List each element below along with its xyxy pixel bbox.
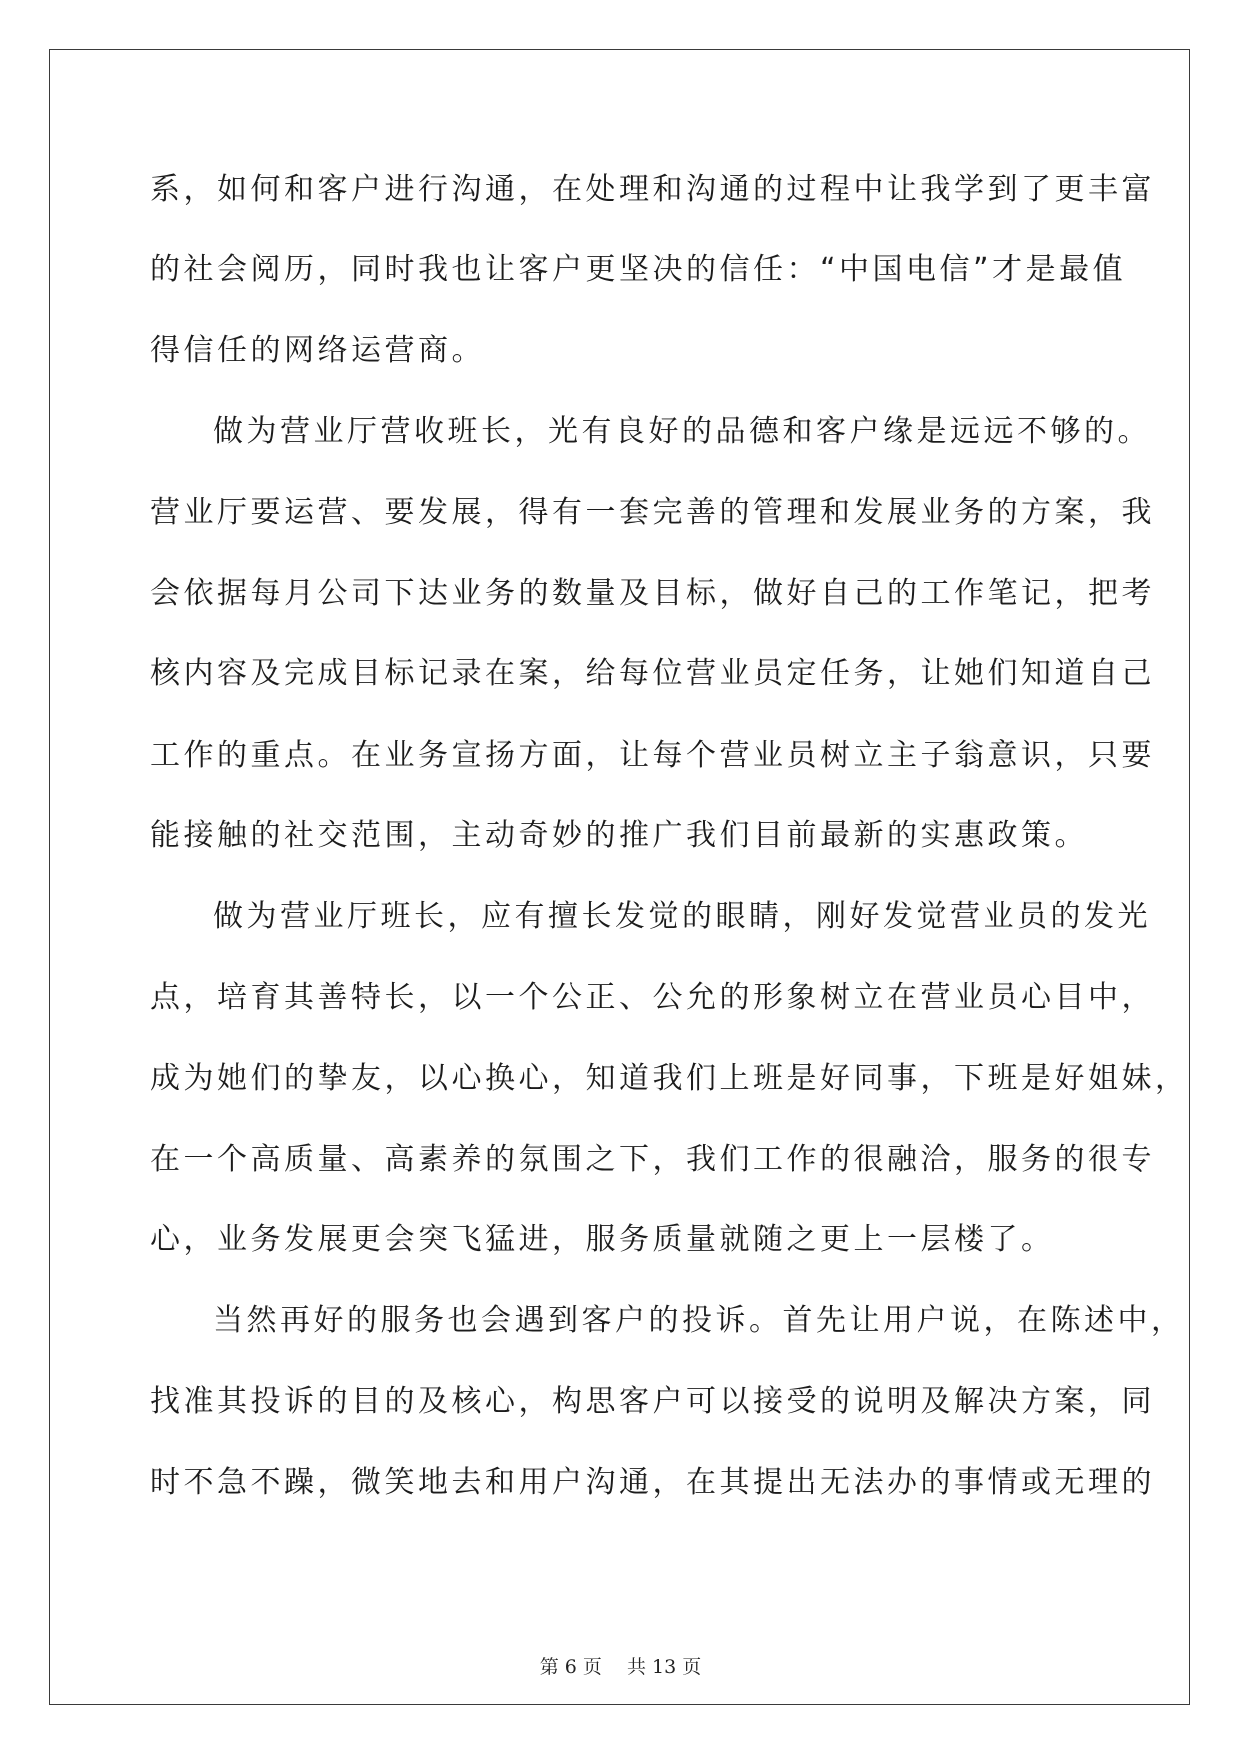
text-line: 心，业务发展更会突飞猛进，服务质量就随之更上一层楼了。 <box>150 1222 1055 1257</box>
text-line: 在一个高质量、高素养的氛围之下，我们工作的很融洽，服务的很专 <box>150 1142 1155 1177</box>
text-line: 营业厅要运营、要发展，得有一套完善的管理和发展业务的方案，我 <box>150 495 1155 530</box>
text-line: 核内容及完成目标记录在案，给每位营业员定任务，让她们知道自己 <box>150 656 1155 691</box>
text-line: 时不急不躁，微笑地去和用户沟通，在其提出无法办的事情或无理的 <box>150 1465 1155 1500</box>
text-line: 工作的重点。在业务宣扬方面，让每个营业员树立主子翁意识，只要 <box>150 738 1155 773</box>
text-line: 当然再好的服务也会遇到客户的投诉。首先让用户说，在陈述中， <box>213 1303 1185 1338</box>
text-line: 做为营业厅营收班长，光有良好的品德和客户缘是远远不够的。 <box>213 414 1151 449</box>
text-line: 点，培育其善特长，以一个公正、公允的形象树立在营业员心目中， <box>150 980 1155 1015</box>
text-line: 会依据每月公司下达业务的数量及目标，做好自己的工作笔记，把考 <box>150 576 1155 611</box>
text-line: 找准其投诉的目的及核心，构思客户可以接受的说明及解决方案，同 <box>150 1384 1155 1419</box>
text-line: 能接触的社交范围，主动奇妙的推广我们目前最新的实惠政策。 <box>150 818 1088 853</box>
text-line: 得信任的网络运营商。 <box>150 333 485 368</box>
text-line: 系，如何和客户进行沟通，在处理和沟通的过程中让我学到了更丰富 <box>150 172 1155 207</box>
text-line: 成为她们的挚友，以心换心，知道我们上班是好同事，下班是好姐妹， <box>150 1061 1189 1096</box>
text-line: 的社会阅历，同时我也让客户更坚决的信任：“中国电信”才是最值 <box>150 252 1127 287</box>
text-line: 做为营业厅班长，应有擅长发觉的眼睛，刚好发觉营业员的发光 <box>213 899 1151 934</box>
page-number-footer: 第 6 页 共 13 页 <box>539 1656 702 1678</box>
